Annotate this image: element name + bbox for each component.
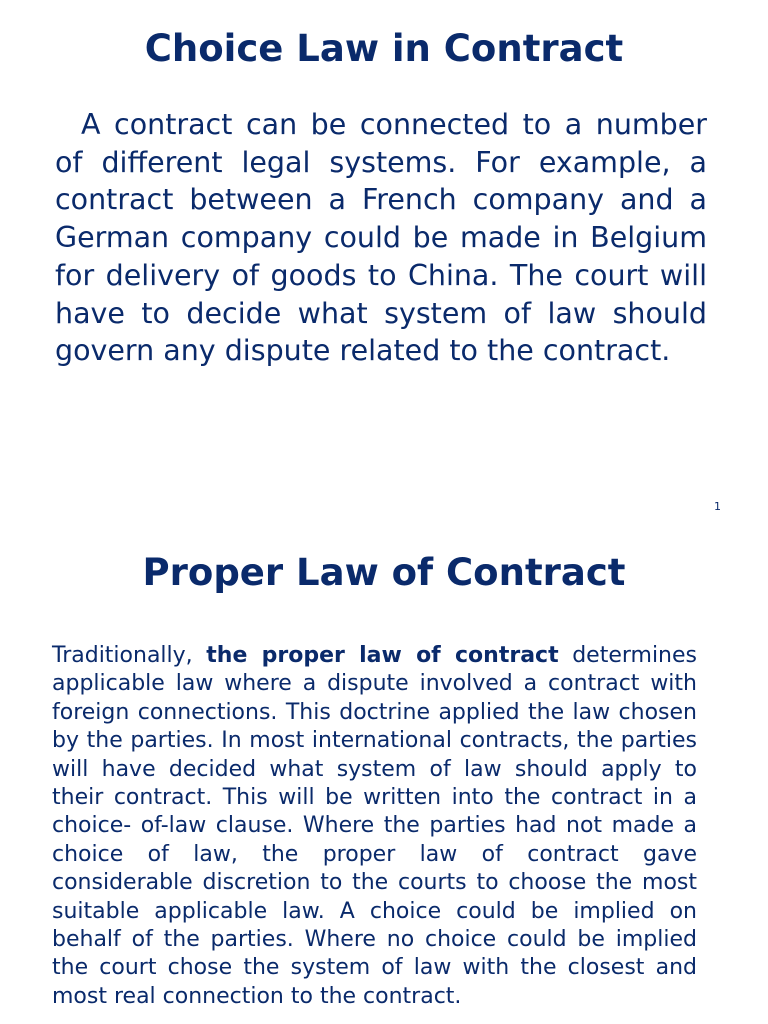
slide-1-title: Choice Law in Contract (144, 27, 624, 70)
slide-1-body-text: A contract can be connected to a number of different legal systems. For example, a contract between a French company and a German company could be made in Belgium for delivery of goods to China. The court will have to decide what system of law should govern any dispute related to the contract. (55, 108, 707, 368)
slide-2-title: Proper Law of Contract (142, 551, 626, 594)
slide-2-body-rest: determines applicable law where a dispute involved a contract with foreign connections. This doctrine applied the law chosen by the parties. In most international contracts, the parties will have decided what system of law should apply to their contract. This will be written into the contract in a choice- of-law clause. Where the parties had not made a choice of law, the proper law of contract gave considerable discretion to the courts to choose the most suitable applicable law. A choice could be implied on behalf of the parties. Where no choice could be implied the court chose the system of law with the closest and most real connection to the contract. (52, 643, 698, 1009)
slide-2 (0, 524, 768, 1024)
slide-2-body-lead: Traditionally, (52, 643, 207, 668)
slide-1-body (55, 106, 707, 370)
page-number: 1 (714, 500, 721, 513)
slide-2-body (52, 642, 697, 1011)
slide-2-body-bold: the proper law of contract (206, 643, 559, 668)
